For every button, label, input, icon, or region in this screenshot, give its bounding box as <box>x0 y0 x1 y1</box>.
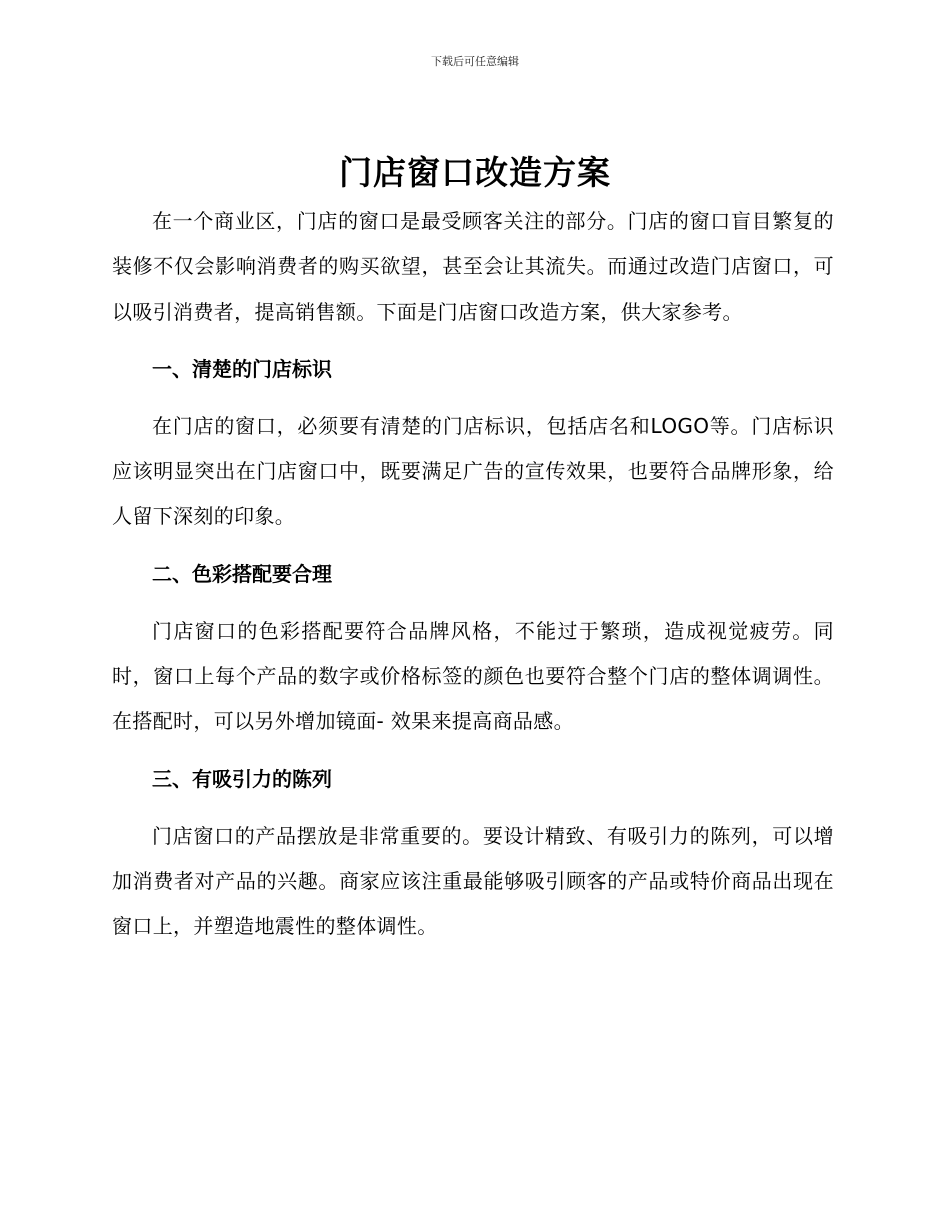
section-1-heading: 一、清楚的门店标识 <box>152 356 332 381</box>
page-header: 下载后可任意编辑 <box>431 55 519 68</box>
section-3-paragraph: 门店窗口的产品摆放是非常重要的。要设计精致、有吸引力的陈列，可以增加消费者对产品的兴趣。商家应该注重最能够吸引顾客的产品或特价商品出现在窗口上，并塑造地震性的整体调性。 <box>112 823 834 939</box>
section-1-paragraph: 在门店的窗口，必须要有清楚的门店标识，包括店名和LOGO等。门店标识应该明显突出在门店窗口中，既要满足广告的宣传效果，也要符合品牌形象，给人留下深刻的印象。 <box>112 413 834 529</box>
document-body <box>112 199 834 950</box>
section-2-heading: 二、色彩搭配要合理 <box>152 561 332 586</box>
section-2-paragraph: 门店窗口的色彩搭配要符合品牌风格，不能过于繁琐，造成视觉疲劳。同时，窗口上每个产品的数字或价格标签的颜色也要符合整个门店的整体调调性。在搭配时，可以另外增加镜面- 效果来提高商品感。 <box>112 618 834 734</box>
intro-paragraph: 在一个商业区，门店的窗口是最受顾客关注的部分。门店的窗口盲目繁复的装修不仅会影响消费者的购买欲望，甚至会让其流失。而通过改造门店窗口，可以吸引消费者，提高销售额。下面是门店窗口改造方案，供大家参考。 <box>112 209 834 324</box>
document-title: 门店窗口改造方案 <box>339 153 611 192</box>
section-3-heading: 三、有吸引力的陈列 <box>152 766 332 791</box>
